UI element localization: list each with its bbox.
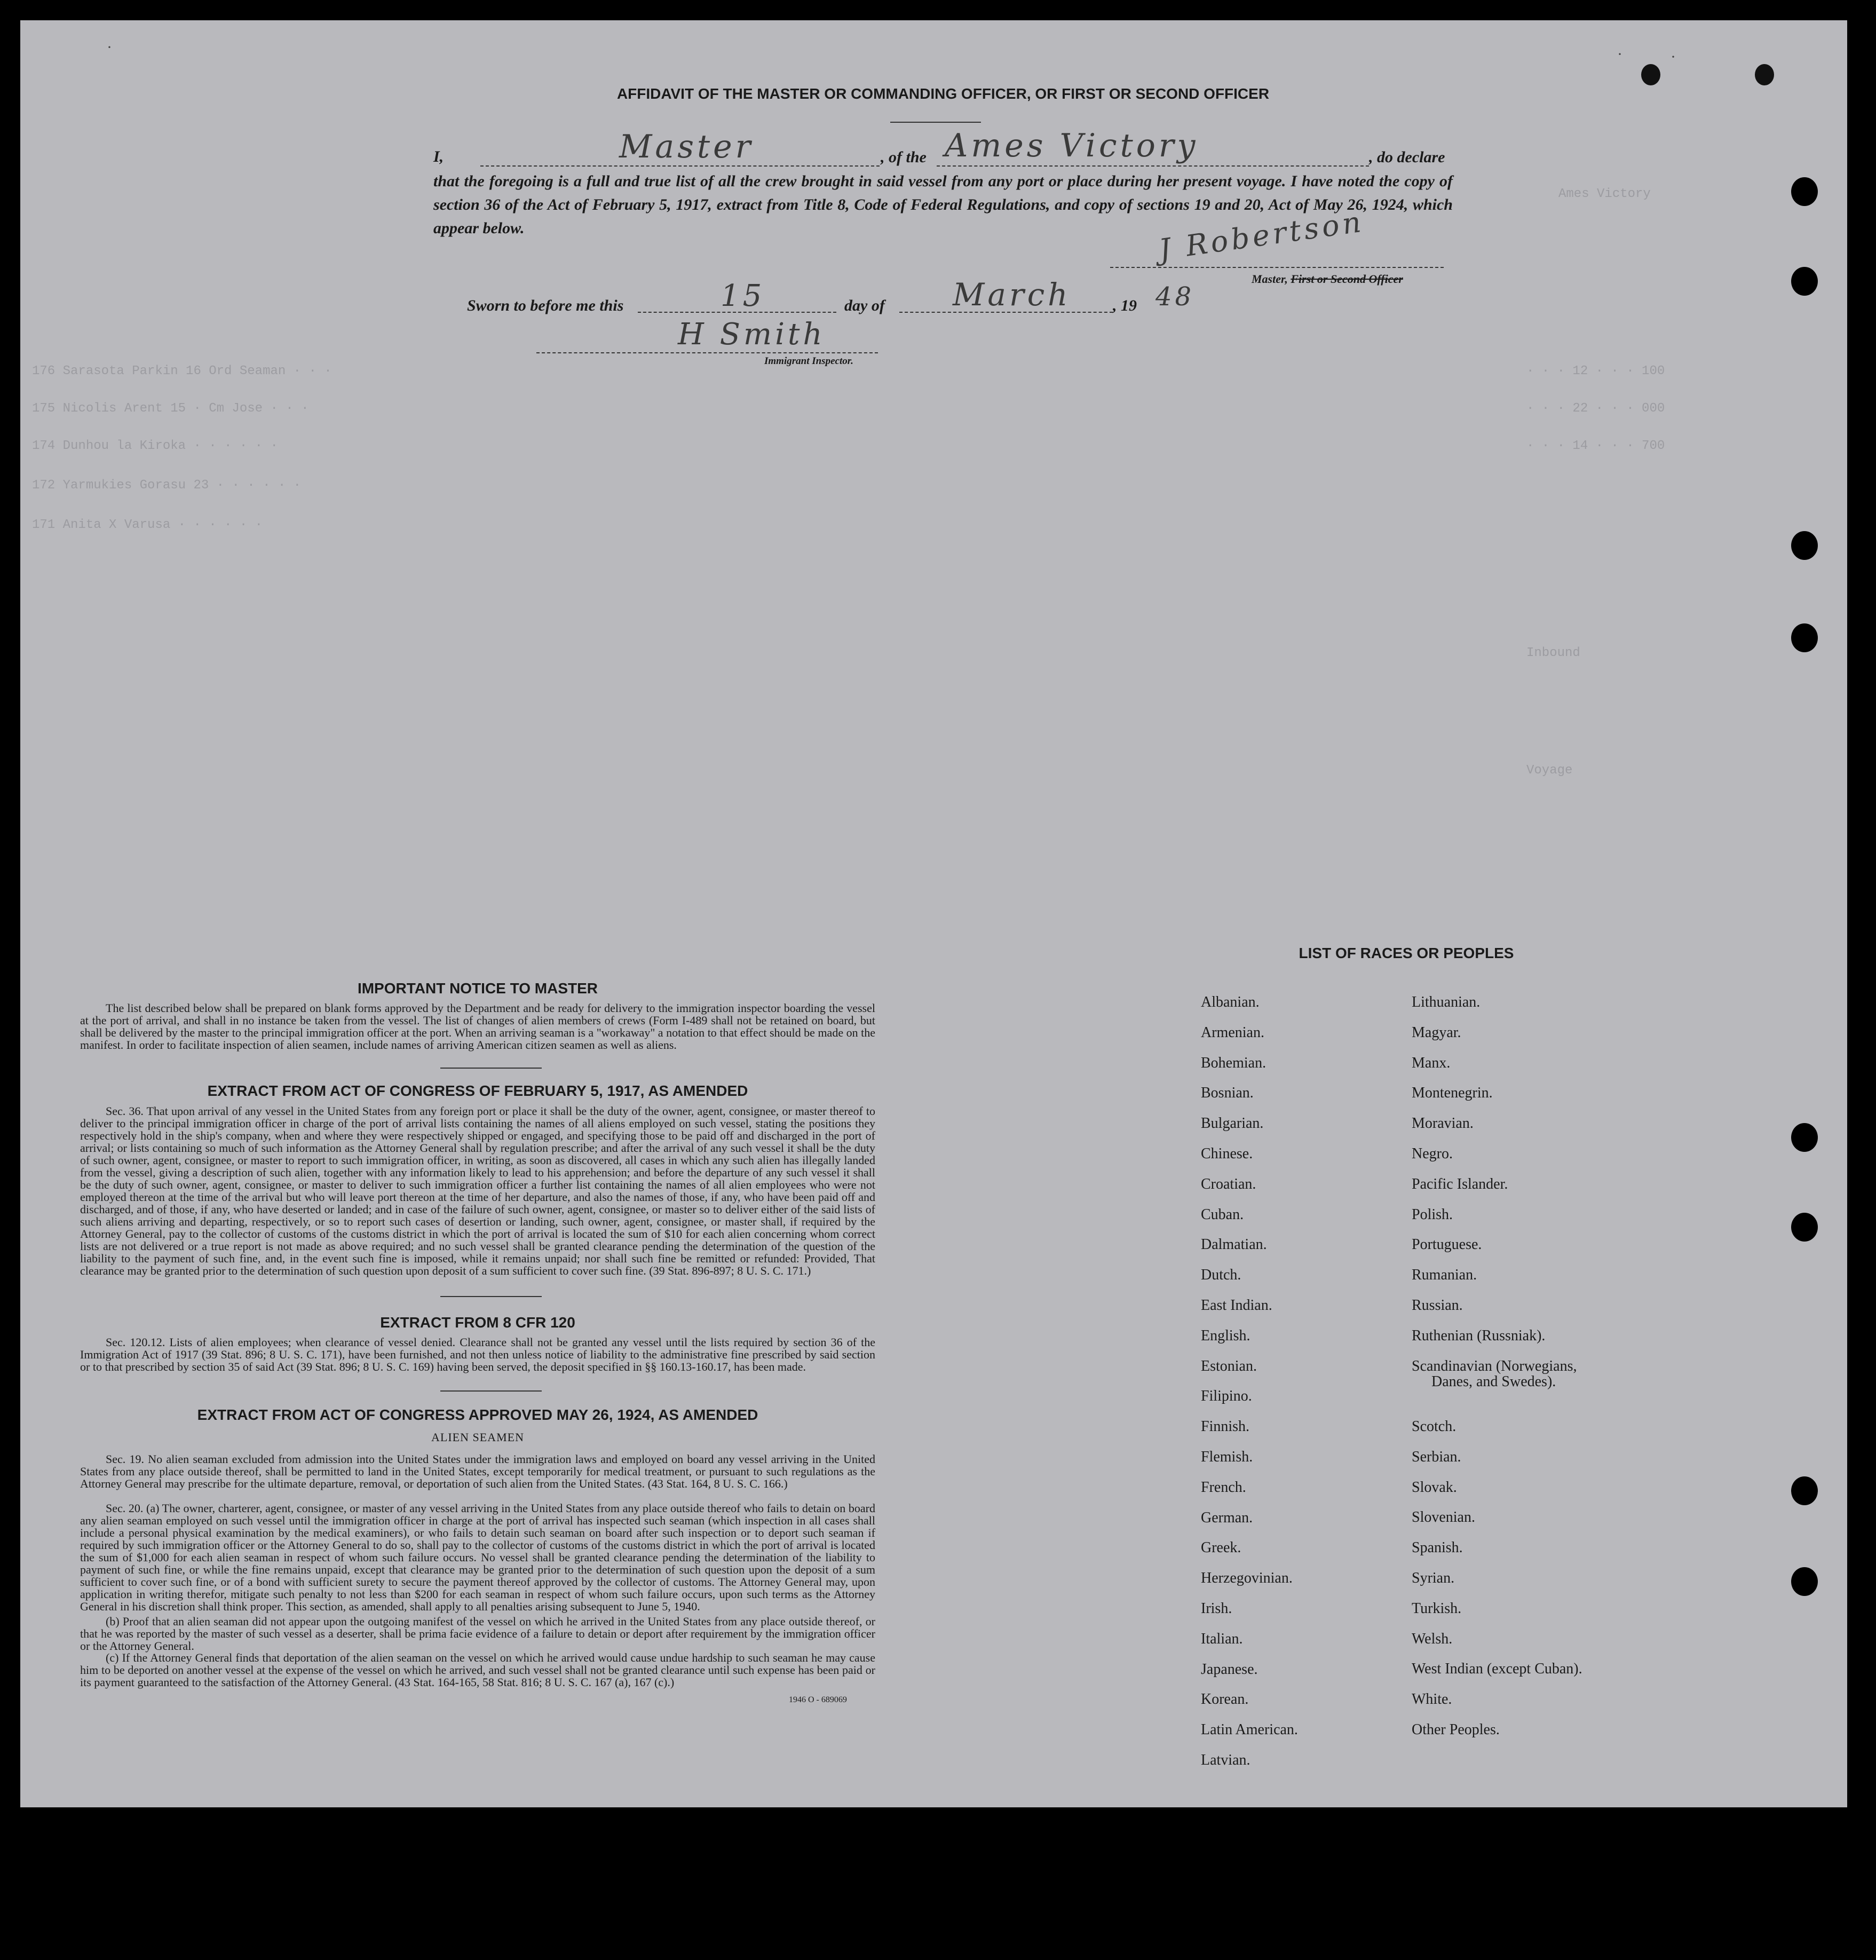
race-item: Moravian.	[1412, 1115, 1474, 1132]
bleed-through-text: Voyage	[1526, 763, 1573, 778]
master-caption	[1252, 272, 1403, 286]
affidavit-title: AFFIDAVIT OF THE MASTER OR COMMANDING OFFICER, OR FIRST OR SECOND OFFICER	[616, 85, 1270, 102]
race-item: Irish.	[1201, 1600, 1232, 1617]
sec20b-text: (b) Proof that an alien seaman did not appear upon the outgoing manifest of the vessel on which he arrived in the United States from any place outside thereof, or that he was reported by the master of such vessel as a deserter, shall be prima facie evidence of a failure to detain or deport after requirement by the immigration officer or the Attorney General.	[80, 1615, 875, 1653]
race-item: White.	[1412, 1691, 1452, 1708]
alien-seamen-subtitle: ALIEN SEAMEN	[431, 1431, 524, 1444]
sec20c-text: (c) If the Attorney General finds that deportation of the alien seaman on the vessel on which he arrived would cause undue hardship to such seaman he may cause him to be deported on another vessel at the expense of the vessel on which he arrived, and such vessel shall not be granted clearance until such expense has been paid or its payment guaranteed to the satisfaction of the Attorney General. (43 Stat. 164-165, 58 Stat. 816; 8 U. S. C. 167 (a), 167 (c).)	[80, 1651, 875, 1689]
inspector-caption: Immigrant Inspector.	[764, 355, 853, 367]
race-item: Croatian.	[1201, 1175, 1256, 1192]
race-item: Bulgarian.	[1201, 1115, 1264, 1132]
bleed-through-text: 175 Nicolis Arent 15 · Cm Jose · · ·	[32, 401, 309, 416]
race-item: Flemish.	[1201, 1449, 1253, 1465]
races-title: LIST OF RACES OR PEOPLES	[1299, 945, 1514, 961]
inspector-signature-line	[536, 352, 878, 353]
sec20a-text: Sec. 20. (a) The owner, charterer, agent, consignee, or master of any vessel arriving in the United States from any place outside thereof who fails to detain on board any alien seaman employed on such vessel until the immigration officer in charge at the port of arrival has inspected such seaman (which inspection in all cases shall include a personal physical examination by the medical examiners), or who fails to detain such seaman on board after such inspection or to deport such seaman if required by such immigration officer or the Attorney General to do so, shall pay to the collector of customs of the customs district in which the port of arrival is located the sum of $1,000 for each alien seaman in respect of whom such failure occurs. No vessel shall be granted clearance pending the determination of the liability to payment of such fine, or while the fine remains unpaid, except that clearance may be granted prior to the determination of such question upon the deposit of a sum sufficient to cover such fine, or of a bond with sufficient surety to secure the payment thereof approved by the collector of customs. The Attorney General may, upon application in writing therefor, mitigate such penalty to not less than $200 for each seaman in respect of whom such failure occurs, upon such terms as the Attorney General in his discretion shall think proper. This section, as amended, shall apply to all penalties arising subsequent to June 5, 1940.	[80, 1501, 875, 1613]
bleed-through-text: · · · 22 · · · 000	[1526, 401, 1665, 416]
day-of-label: day of	[844, 297, 885, 314]
race-item: Bohemian.	[1201, 1054, 1267, 1071]
race-item: Syrian.	[1412, 1570, 1455, 1586]
race-item: Estonian.	[1201, 1357, 1257, 1374]
year-prefix: , 19	[1113, 297, 1137, 314]
race-item: German.	[1201, 1509, 1253, 1526]
race-item: Pacific Islander.	[1412, 1175, 1508, 1192]
race-item: Greek.	[1201, 1539, 1241, 1556]
bleed-through-text: 176 Sarasota Parkin 16 Ord Seaman · · ·	[32, 364, 332, 378]
officer-blank	[480, 165, 880, 167]
sec19-text: Sec. 19. No alien seaman excluded from admission into the United States under the immigration laws and employed on board any vessel arriving in the United States from any place outside thereof, shall be permitted to land in the United States, except temporarily for medical treatment, or pursuant to such regulations as the Attorney General may prescribe for the ultimate departure, removal, or deportation of such alien from the United States. (43 Stat. 164, 8 U. S. C. 166.)	[80, 1452, 875, 1490]
extract-cfr-title: EXTRACT FROM 8 CFR 120	[380, 1314, 575, 1331]
race-item: Lithuanian.	[1412, 994, 1481, 1010]
race-item: Dalmatian.	[1201, 1236, 1267, 1253]
edge-mark: ·	[107, 38, 112, 56]
race-item: French.	[1201, 1479, 1246, 1496]
section-rule	[440, 1068, 542, 1069]
race-item: Japanese.	[1201, 1661, 1258, 1678]
race-item: Magyar.	[1412, 1024, 1461, 1041]
race-item: Slovak.	[1412, 1479, 1457, 1496]
extract-1917-title: EXTRACT FROM ACT OF CONGRESS OF FEBRUARY 5, 1917, AS AMENDED	[207, 1082, 748, 1099]
race-item: English.	[1201, 1327, 1250, 1344]
vessel-handwritten: Ames Victory	[945, 127, 1199, 164]
race-item: Other Peoples.	[1412, 1721, 1500, 1738]
bleed-through-text: 171 Anita X Varusa · · · · · ·	[32, 518, 263, 532]
sworn-prefix: Sworn to before me this	[467, 297, 624, 314]
bleed-through-text: 174 Dunhou la Kiroka · · · · · ·	[32, 439, 278, 453]
race-item: Finnish.	[1201, 1418, 1250, 1435]
binder-hole	[1791, 177, 1818, 206]
race-item: Latin American.	[1201, 1721, 1298, 1738]
punch-mark	[1641, 64, 1660, 85]
race-item: Welsh.	[1412, 1630, 1453, 1647]
race-item: Filipino.	[1201, 1388, 1252, 1405]
affidavit-suffix: , do declare	[1369, 148, 1445, 166]
notice-text: The list described below shall be prepared on blank forms approved by the Department and be ready for delivery to the immigration inspector boarding the vessel at the port of arrival, and shall in no instance be taken from the vessel. The list of changes of alien members of crews (Form I-489 shall not be retained on board, but shall be delivered by the master to the principal immigration officer at the port. When an arriving seaman is a "workaway" a notation to that effect should be made on the manifest. In order to facilitate inspection of alien seamen, include names of arriving American citizen seamen as well as aliens.	[80, 1001, 875, 1052]
bleed-through-text: 172 Yarmukies Gorasu 23 · · · · · ·	[32, 478, 302, 493]
race-item: Dutch.	[1201, 1267, 1241, 1284]
race-item: Albanian.	[1201, 994, 1260, 1010]
binder-hole	[1791, 267, 1818, 296]
month-handwritten: March	[953, 276, 1071, 313]
race-item: Scandinavian (Norwegians,	[1412, 1357, 1577, 1374]
master-signature: J Robertson	[1157, 204, 1366, 267]
bleed-through-text: · · · 14 · · · 700	[1526, 439, 1665, 453]
master-caption-text: Master,	[1252, 272, 1291, 286]
master-signature-line	[1110, 267, 1444, 268]
binder-hole	[1791, 531, 1818, 560]
race-item: Danes, and Swedes).	[1431, 1373, 1556, 1390]
race-item: Latvian.	[1201, 1752, 1250, 1768]
year-handwritten: 48	[1155, 282, 1195, 312]
race-item: Bosnian.	[1201, 1085, 1254, 1102]
struck-caption: First or Second Officer	[1291, 272, 1403, 286]
title-rule	[890, 122, 981, 123]
race-item: Montenegrin.	[1412, 1085, 1493, 1102]
race-item: East Indian.	[1201, 1297, 1272, 1314]
print-code: 1946 O - 689069	[789, 1695, 847, 1704]
bleed-through-text: Ames Victory	[1558, 187, 1651, 201]
race-item: Rumanian.	[1412, 1267, 1477, 1284]
race-item: Italian.	[1201, 1630, 1243, 1647]
affidavit-prefix: I,	[433, 148, 444, 165]
extract-1917-text: Sec. 36. That upon arrival of any vessel in the United States from any foreign port or place it shall be the duty of the owner, agent, consignee, or master thereof to deliver to the principal immigration officer in charge of the port of arrival lists containing the names of all aliens employed on such vessel, stating the positions they respectively hold in the ship's company, when and where they were respectively shipped or engaged, and specifying those to be paid off and discharged in the port of arrival; or lists containing so much of such information as the Attorney General shall by regulation prescribe; and after the arrival of any such vessel it shall be the duty of such owner, agent, consignee, or master to report to such immigration officer, in writing, as soon as discovered, all cases in which any such alien has illegally landed from the vessel, giving a description of such alien, together with any information likely to lead to his apprehension; and before the departure of any such vessel it shall be the duty of such owner, agent, consignee, or master to deliver to such immigration officer a further list containing the names of all alien employees who were not employed thereon at the time of the arrival but who will leave port thereon at the time of her departure, and also the names of those, if any, who have been paid off and discharged, and of those, if any, who have deserted or landed; and in case of the failure of such owner, agent, consignee, or master so to deliver either of the said lists of such aliens arriving and departing, respectively, or so to report such cases of desertion or landing, such owner, agent, consignee, or master shall, if required by the Attorney General, pay to the collector of customs of the customs district in which the port of arrival is located the sum of $10 for each alien concerning whom correct lists are not delivered or a true report is not made as above required; and no such vessel shall be granted clearance pending the determination of the question of the liability to the payment of such fine, and, in the event such fine is imposed, while it remains unpaid; nor shall such fine be remitted or refunded: Provided, That clearance may be granted prior to the determination of such question upon deposit of a sum sufficient to cover such fine. (39 Stat. 896-897; 8 U. S. C. 171.)	[80, 1104, 875, 1277]
race-item: Scotch.	[1412, 1418, 1457, 1435]
race-item: Portuguese.	[1412, 1236, 1482, 1253]
section-rule	[440, 1390, 542, 1392]
binder-hole	[1791, 623, 1818, 652]
race-item: Ruthenian (Russniak).	[1412, 1327, 1546, 1344]
inspector-signature: H Smith	[678, 317, 826, 352]
race-item: Armenian.	[1201, 1024, 1264, 1041]
edge-mark: ·	[1671, 48, 1676, 66]
day-handwritten: 15	[721, 279, 765, 313]
race-item: Serbian.	[1412, 1448, 1461, 1465]
affidavit-body: that the foregoing is a full and true list of all the crew brought in said vessel from any port or place during her present voyage. I have noted the copy of section 36 of the Act of February 5, 1917, extract from Title 8, Code of Federal Regulations, and copy of sections 19 and 20, Act of May 26, 1924, which appear below.	[433, 172, 1453, 237]
punch-mark	[1755, 64, 1774, 85]
extract-cfr-text: Sec. 120.12. Lists of alien employees; when clearance of vessel denied. Clearance shall not be granted any vessel until the lists required by section 36 of the Immigration Act of 1917 (39 Stat. 896; 8 U. S. C. 171), have been furnished, and not then unless notice of liability to the administrative fine prescribed by said section or to that prescribed by section 35 of said Act (39 Stat. 896; 8 U. S. C. 169) having been served, the deposit specified in §§ 160.13-160.17, has been made.	[80, 1335, 875, 1373]
notice-title: IMPORTANT NOTICE TO MASTER	[357, 980, 598, 997]
binder-hole	[1791, 1213, 1818, 1242]
race-item: Slovenian.	[1412, 1509, 1475, 1526]
race-item: Turkish.	[1412, 1600, 1462, 1617]
race-item: Korean.	[1201, 1691, 1249, 1708]
officer-handwritten: Master	[619, 128, 754, 165]
race-item: Spanish.	[1412, 1539, 1463, 1556]
race-item: Negro.	[1412, 1145, 1453, 1162]
race-item: Chinese.	[1201, 1145, 1253, 1162]
race-item: Russian.	[1412, 1297, 1463, 1314]
bleed-through-text: Inbound	[1526, 646, 1580, 660]
vessel-blank	[937, 165, 1369, 167]
race-item: Herzegovinian.	[1201, 1570, 1293, 1587]
extract-1924-title: EXTRACT FROM ACT OF CONGRESS APPROVED MAY 26, 1924, AS AMENDED	[197, 1406, 758, 1423]
race-item: Polish.	[1412, 1206, 1453, 1223]
binder-hole	[1791, 1123, 1818, 1152]
race-item: Cuban.	[1201, 1206, 1244, 1223]
binder-hole	[1791, 1476, 1818, 1505]
edge-mark: ·	[1617, 45, 1622, 63]
race-item: West Indian (except Cuban).	[1412, 1661, 1582, 1678]
affidavit-mid: , of the	[881, 148, 927, 166]
section-rule	[440, 1296, 542, 1297]
binder-hole	[1791, 1567, 1818, 1596]
bleed-through-text: · · · 12 · · · 100	[1526, 364, 1665, 378]
race-item: Manx.	[1412, 1054, 1451, 1071]
